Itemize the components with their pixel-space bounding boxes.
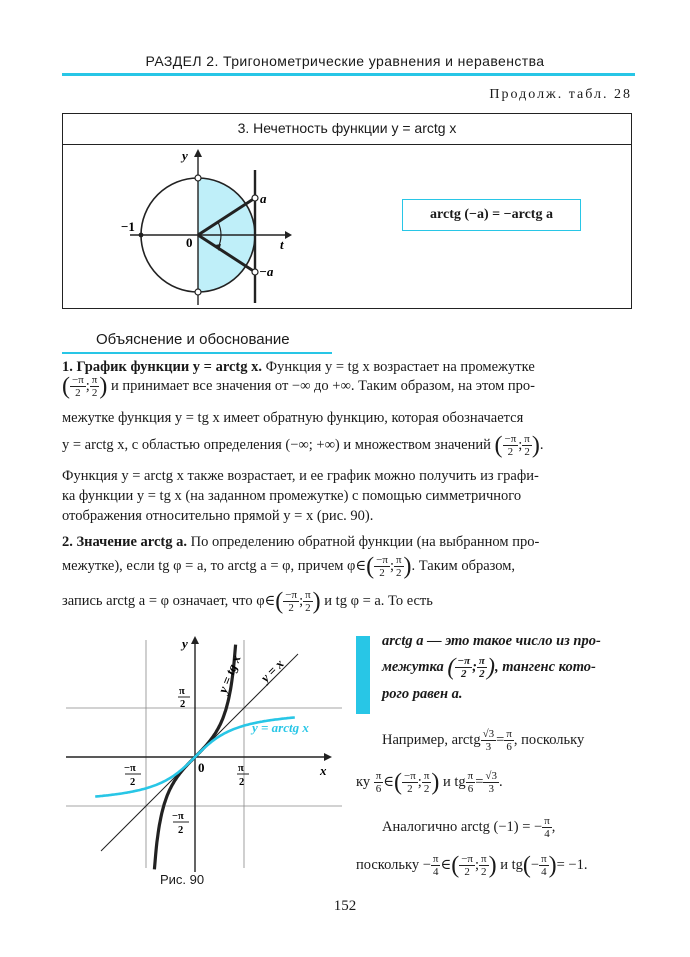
example-line4: поскольку − $\frac{\pi}{4}$ ∈( $\frac{-\pi}{2}$ ; $\frac{\pi}{2}$ ) и tg(− $\frac{\pi}{4}$ )= −1. [356,852,588,879]
definition-line3: рого равен a. [382,685,463,702]
p1-line7: отображения относительно прямой y = x (рис. 90). [62,508,374,524]
svg-text:π: π [179,686,185,697]
svg-text:−π: −π [124,763,136,774]
example-line2: ку $\frac{\pi}{6}$ ∈( $\frac{-\pi}{2}$ ; $\frac{\pi}{2}$ ) и tg $\frac{\pi}{6}$ = $\frac{√3}{3}$ . [356,769,503,796]
p1-line2: ( $\frac{-\pi}{2}$ ; $\frac{\pi}{2}$ ) и принимает все значения от −∞ до +∞. Таким образом, на этом про- [62,373,536,400]
svg-text:2: 2 [178,825,184,836]
grid-lines [66,640,342,868]
graph-label-yx: y = x [257,655,287,686]
p1-line3: межутке функция y = tg x имеет обратную функцию, которая обозначается [62,410,524,426]
page-number: 152 [333,898,357,914]
p2-line2: межутке), если tg φ = a, то arctg a = φ, причем φ∈( $\frac{-\pi}{2}$ ; $\frac{\pi}{2}$ ). Таким образом, [62,553,516,580]
figure-90-graph [66,628,342,872]
label-minus-a: −a [259,264,274,279]
p1-line4: y = arctg x, с областью определения (−∞; +∞) и множеством значений ( $\frac{-\pi}{2}$ ; $\frac{\pi}{2}$ ). [62,432,544,459]
section-title: Объяснение и обоснование [96,331,290,348]
unit-circle-diagram [120,145,300,305]
table-heading: 3. Нечетность функции y = arctg x [63,114,631,145]
graph-label-x: x [320,763,327,778]
p1-line6: ка функции y = tg x (на заданном промежутке) с помощью симметричного [62,488,522,504]
p2-line3: запись arctg a = φ означает, что φ∈( $\frac{-\pi}{2}$ ; $\frac{\pi}{2}$ ) и tg φ = a. То есть [62,588,433,615]
figure-caption: Рис. 90 [160,872,205,887]
definition-text [382,628,601,707]
tick-labels [124,686,249,836]
label-y: y [182,148,188,163]
p1-line1: 1. График функции y = arctg x. Функция y = tg x возрастает на промежутке [62,359,535,375]
section-title-rule [62,352,332,354]
graph-label-y: y [182,636,188,651]
definition-line2: межутка ( $\frac{-\pi}{2}$ ; $\frac{\pi}{2}$ ), тангенс кото- [382,654,596,681]
definition-line1: arctg a — это такое число из про- [382,633,601,649]
label-t: t [280,237,284,252]
example-line1: Например, arctg $\frac{√3}{3}$ = $\frac{\pi}{6}$ , поскольку [382,728,585,753]
label-zero: 0 [186,235,193,250]
graph-label-tg: y = tg x [214,652,244,696]
example-line3: Аналогично arctg (−1) = − $\frac{\pi}{4}$ , [382,815,556,840]
p1-line5: Функция y = arctg x также возрастает, и ее график можно получить из графи- [62,468,539,484]
svg-text:2: 2 [130,777,136,788]
graph-label-arctg: y = arctg x [252,720,309,735]
graph-label-zero: 0 [198,760,205,775]
svg-text:−π: −π [172,811,184,822]
oddness-formula: arctg (−a) = −arctg a [402,199,581,231]
p2-line1: 2. Значение arctg a. По определению обратной функции (на выбранном про- [62,534,540,550]
svg-text:2: 2 [239,777,245,788]
running-header: РАЗДЕЛ 2. Тригонометрические уравнения и неравенства [145,53,545,69]
label-a: a [260,191,267,206]
header-rule [62,73,635,76]
label-minus-one: −1 [121,219,135,234]
svg-text:π: π [238,763,244,774]
definition-accent-bar [356,636,370,714]
svg-text:2: 2 [180,699,186,710]
table-continuation: Продолж. табл. 28 [489,87,632,102]
